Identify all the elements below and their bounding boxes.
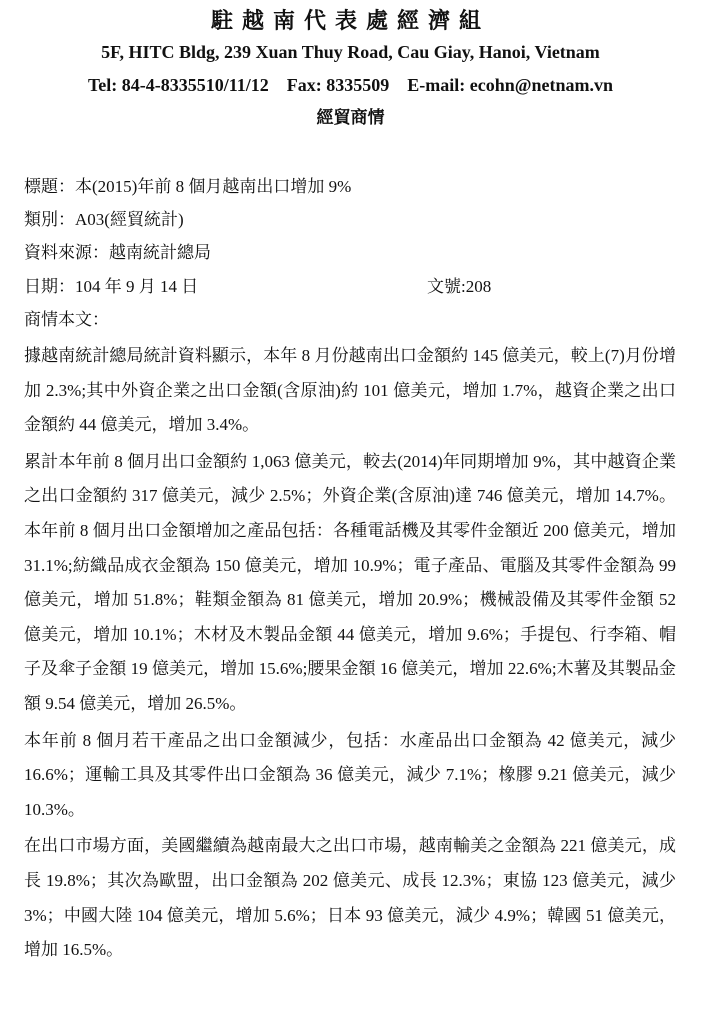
section-heading: 經貿商情: [316, 108, 385, 127]
body-label: 商情本文：: [24, 310, 109, 329]
organization-name: 駐越南代表處經濟組: [210, 8, 490, 33]
paragraph-export-markets: 在出口市場方面，美國繼續為越南最大之出口市場，越南輸美之金額為 221 億美元，成長 19.8%；其次為歐盟，出口金額為 202 億美元、成長 12.3%；東協 123 億美元，減少 3%；中國大陸 104 億美元，增加 5.6%；日本 93 億美元，減少 4.9%；韓國 51 億美元，增加 16.5%。: [24, 836, 676, 960]
paragraph-export-decrease: 本年前 8 個月若干產品之出口金額減少，包括：水產品出口金額為 42 億美元，減少 16.6%；運輸工具及其零件出口金額為 36 億美元，減少 7.1%；橡膠 9.21 億美元，減少 10.3%。: [24, 730, 676, 819]
paragraph-cumulative-export: 累計本年前 8 個月出口金額約 1,063 億美元，較去(2014)年同期增加 9%，其中越資企業之出口金額約 317 億美元，減少 2.5%；外資企業(含原油)達 746 億美元，增加 14.7%。本年前 8 個月出口金額增加之產品包括：各種電話機及其零件金額近 200 億美元，增加 31.1%;紡織品成衣金額為 150 億美元，增加 10.9%；電子產品、電腦及其零件金額為 99 億美元，增加 51.8%；鞋類金額為 81 億美元，增加 20.9%；機械設備及其零件金額 52 億美元，增加 10.1%；木材及木製品金額 44 億美元，增加 9.6%；手提包、行李箱、帽子及傘子金額 19 億美元，增加 15.6%;腰果金額 16 億美元，增加 22.6%;木薯及其製品金額 9.54 億美元，增加 26.5%。: [24, 451, 676, 713]
source-line: 資料來源：越南統計總局: [24, 243, 211, 262]
date-line: 日期：104 年 9 月 14 日: [24, 277, 199, 296]
category-line: 類別：A03(經貿統計): [24, 210, 184, 229]
title-line: 標題：本(2015)年前 8 個月越南出口增加 9%: [24, 177, 352, 196]
report-body: [24, 339, 676, 970]
reference-number: 文號:208: [427, 277, 492, 296]
paragraph-monthly-export: 據越南統計總局統計資料顯示，本年 8 月份越南出口金額約 145 億美元，較上(7)月份增加 2.3%;其中外資企業之出口金額(含原油)約 101 億美元，增加 1.7%，越資企業之出口金額約 44 億美元，增加 3.4%。: [24, 346, 676, 435]
office-address: 5F, HITC Bldg, 239 Xuan Thuy Road, Cau Giay, Hanoi, Vietnam: [101, 42, 600, 62]
contact-line: Tel: 84-4-8335510/11/12 Fax: 8335509 E-mail: ecohn@netnam.vn: [87, 75, 614, 95]
